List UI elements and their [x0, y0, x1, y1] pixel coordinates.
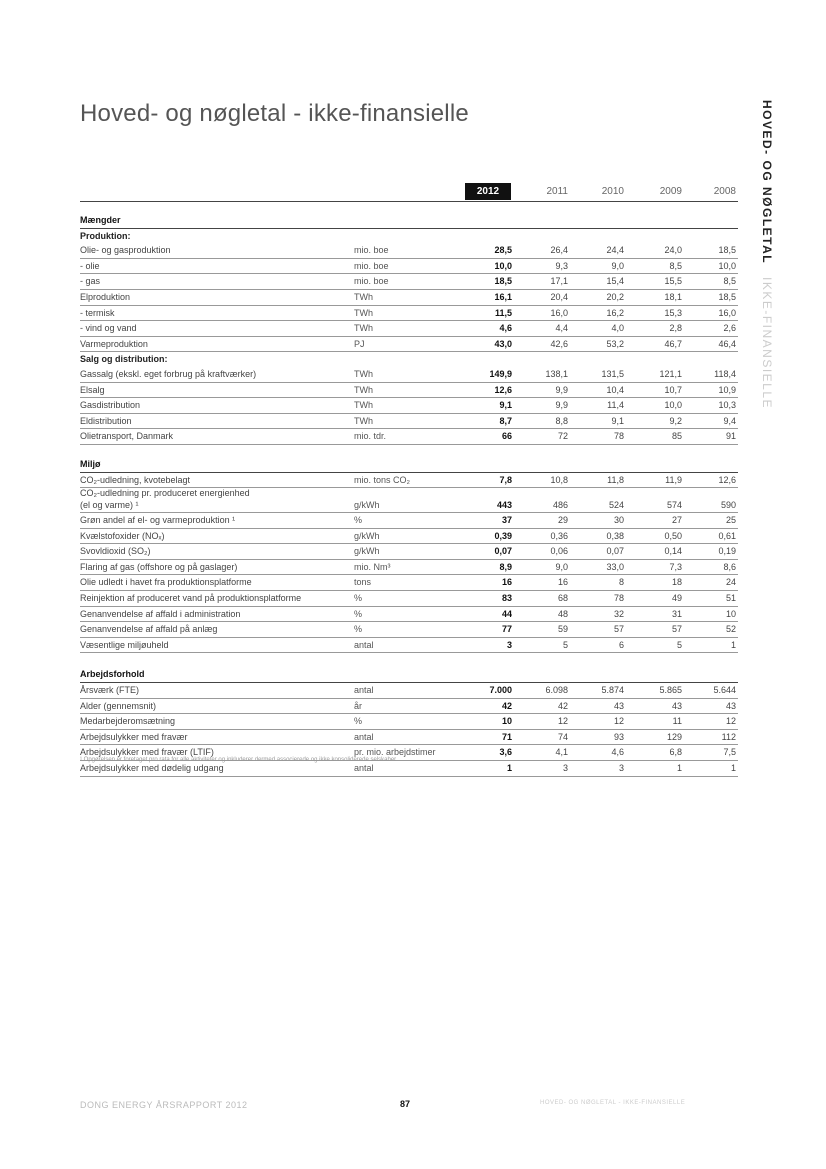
value-2011: 42: [557, 700, 568, 711]
row-label: CO₂-udledning, kvotebelagt: [80, 474, 191, 485]
table-row: [80, 274, 738, 290]
value-2012: 149,9: [489, 368, 512, 379]
value-2009: 18: [671, 577, 682, 588]
value-2009: 5: [676, 639, 682, 650]
table-row: [80, 290, 738, 306]
row-label: Alder (gennemsnit): [80, 700, 157, 711]
value-2009: 2,8: [669, 323, 682, 334]
row-label-line: CO₂-udledning pr. produceret energienhed: [80, 488, 250, 499]
value-2008: 52: [725, 624, 736, 635]
value-2012: 0,07: [494, 546, 512, 557]
row-label: Arbejdsulykker med fravær (LTIF): [80, 747, 214, 758]
row-label: Gasdistribution: [80, 400, 141, 411]
value-2010: 8: [618, 577, 624, 588]
value-2010: 9,1: [611, 415, 624, 426]
row-unit: tons: [354, 577, 372, 588]
value-2011: 486: [552, 499, 568, 510]
row-unit: mio. boe: [354, 260, 389, 271]
value-2011: 26,4: [550, 245, 568, 256]
value-2012: 10,0: [494, 260, 512, 271]
value-2011: 68: [557, 593, 568, 604]
value-2008: 43: [725, 700, 736, 711]
value-2008: 10: [725, 608, 736, 619]
value-2011: 5: [562, 639, 568, 650]
row-label: Arbejdsulykker med dødelig udgang: [80, 763, 224, 773]
year-2009: 2009: [659, 186, 682, 197]
row-label: Kvælstofoxider (NOₓ): [80, 530, 165, 541]
table-row: [80, 638, 738, 654]
row-unit: PJ: [354, 338, 365, 349]
value-2012: 3: [506, 639, 512, 650]
row-label: Reinjektion af produceret vand på produktionsplatforme: [80, 593, 302, 604]
group-produktion: [80, 243, 738, 352]
value-2010: 3: [618, 763, 624, 773]
row-label: - termisk: [80, 307, 115, 318]
value-2009: 10,0: [664, 400, 682, 411]
value-2011: 138,1: [545, 368, 568, 379]
value-2011: 10,8: [550, 474, 568, 485]
value-2012: 16,1: [494, 291, 512, 302]
row-unit: mio. boe: [354, 276, 389, 287]
value-2011: 9,3: [555, 260, 568, 271]
table-row: [80, 337, 738, 353]
value-2008: 12,6: [718, 474, 736, 485]
row-unit: antal: [354, 639, 374, 650]
row-unit: mio. boe: [354, 245, 389, 256]
value-2008: 16,0: [718, 307, 736, 318]
value-2010: 6: [618, 639, 624, 650]
year-2010: 2010: [601, 186, 624, 197]
value-2008: 10,3: [718, 400, 736, 411]
row-unit: pr. mio. arbejdstimer: [354, 747, 436, 758]
value-2010: 9,0: [611, 260, 624, 271]
table-row: [80, 730, 738, 746]
row-unit: TWh: [354, 291, 373, 302]
value-2008: 10,0: [718, 260, 736, 271]
value-2009: 1: [676, 763, 682, 773]
subsection-heading: Produktion:: [80, 230, 131, 241]
table-row: [80, 591, 738, 607]
value-2008: 24: [725, 577, 736, 588]
row-label: - vind og vand: [80, 323, 137, 334]
year-2012: 2012: [465, 183, 511, 200]
row-label: Varmeproduktion: [80, 338, 148, 349]
data-table: [80, 213, 738, 777]
page-title: Hoved- og nøgletal - ikke-finansielle: [80, 100, 469, 127]
value-2010: 524: [608, 499, 624, 510]
value-2012: 11,5: [494, 307, 512, 318]
value-2009: 18,1: [664, 291, 682, 302]
row-label: - olie: [80, 260, 100, 271]
value-2010: 43: [613, 700, 624, 711]
row-unit: TWh: [354, 400, 373, 411]
value-2011: 9,0: [555, 561, 568, 572]
group-miljo: [80, 473, 738, 654]
row-label: Gassalg (ekskl. eget forbrug på kraftværker): [80, 368, 257, 379]
value-2009: 11: [672, 716, 682, 727]
row-label: [80, 488, 250, 511]
value-2009: 5.865: [659, 685, 682, 696]
value-2011: 9,9: [555, 400, 568, 411]
row-unit: %: [354, 608, 363, 619]
row-unit: antal: [354, 731, 374, 742]
table-row: [80, 383, 738, 399]
value-2012: 7.000: [489, 685, 512, 696]
value-2009: 27: [671, 515, 682, 526]
value-2009: 43: [671, 700, 682, 711]
value-2008: 1: [730, 763, 736, 773]
footnote: ¹ Opgørelsen er foretaget pro rata for alle aktiviteter og inkluderer dermed associerede og ikke konsoliderede selskaber: [80, 757, 397, 763]
row-label: Flaring af gas (offshore og på gaslager): [80, 561, 238, 572]
footer-report-name: DONG ENERGY ÅRSRAPPORT 2012: [80, 1100, 248, 1110]
row-label: Olietransport, Danmark: [80, 431, 174, 442]
row-unit: TWh: [354, 368, 373, 379]
value-2011: 0,36: [550, 530, 568, 541]
value-2010: 93: [613, 731, 624, 742]
table-row: [80, 575, 738, 591]
row-unit: %: [354, 593, 363, 604]
value-2010: 10,4: [606, 384, 624, 395]
value-2010: 30: [613, 515, 624, 526]
value-2008: 8,5: [723, 276, 736, 287]
value-2008: 590: [720, 499, 736, 510]
value-2011: 29: [557, 515, 568, 526]
value-2009: 129: [666, 731, 682, 742]
value-2009: 9,2: [669, 415, 682, 426]
value-2009: 8,5: [669, 260, 682, 271]
row-label: Medarbejderomsætning: [80, 716, 176, 727]
year-2011: 2011: [546, 186, 568, 197]
table-row: [80, 529, 738, 545]
footer-section-name: HOVED- OG NØGLETAL - IKKE-FINANSIELLE: [540, 1100, 686, 1106]
table-row: [80, 398, 738, 414]
value-2011: 74: [557, 731, 568, 742]
value-2011: 16: [557, 577, 568, 588]
page-number: 87: [400, 1099, 411, 1109]
value-2008: 10,9: [718, 384, 736, 395]
value-2008: 0,19: [718, 546, 736, 557]
value-2012: 7,8: [499, 474, 512, 485]
table-row: [80, 544, 738, 560]
value-2012: 9,1: [499, 400, 512, 411]
value-2009: 0,14: [664, 546, 682, 557]
value-2011: 8,8: [555, 415, 568, 426]
value-2009: 574: [666, 499, 682, 510]
value-2008: 18,5: [718, 291, 736, 302]
row-unit: år: [354, 700, 363, 711]
table-row: [80, 607, 738, 623]
value-2009: 49: [671, 593, 682, 604]
value-2010: 53,2: [606, 338, 624, 349]
value-2009: 46,7: [664, 338, 682, 349]
value-2012: 12,6: [494, 384, 512, 395]
value-2008: 9,4: [723, 415, 736, 426]
table-row: [80, 488, 738, 513]
value-2011: 16,0: [550, 307, 568, 318]
value-2011: 59: [557, 624, 568, 635]
row-unit: g/kWh: [354, 546, 380, 557]
value-2009: 85: [671, 431, 682, 442]
row-unit: TWh: [354, 415, 373, 426]
value-2009: 15,3: [664, 307, 682, 318]
value-2012: 8,7: [499, 415, 512, 426]
value-2012: 28,5: [494, 245, 512, 256]
table-row: [80, 714, 738, 730]
row-label: - gas: [80, 276, 101, 287]
row-label: Genanvendelse af affald på anlæg: [80, 624, 218, 635]
value-2010: 24,4: [606, 245, 624, 256]
value-2008: 2,6: [723, 323, 736, 334]
value-2010: 12: [613, 716, 624, 727]
value-2011: 4,4: [555, 323, 568, 334]
year-header: [80, 183, 738, 202]
row-label: Elproduktion: [80, 291, 131, 302]
value-2012: 443: [496, 499, 512, 510]
value-2009: 6,8: [669, 747, 682, 758]
value-2012: 43,0: [494, 338, 512, 349]
value-2010: 78: [613, 431, 624, 442]
value-2008: 8,6: [723, 561, 736, 572]
value-2008: 1: [730, 639, 736, 650]
value-2012: 44: [501, 608, 512, 619]
value-2012: 42: [501, 700, 512, 711]
row-unit: g/kWh: [354, 499, 380, 510]
value-2011: 6.098: [545, 685, 568, 696]
row-unit: mio. Nm³: [354, 561, 391, 572]
value-2011: 4,1: [555, 747, 568, 758]
value-2011: 17,1: [550, 276, 568, 287]
value-2009: 11,9: [665, 474, 682, 485]
value-2010: 57: [613, 624, 624, 635]
value-2012: 71: [501, 731, 512, 742]
row-label: Olie udledt i havet fra produktionsplatforme: [80, 577, 252, 588]
table-row: [80, 560, 738, 576]
table-row: [80, 473, 738, 489]
value-2009: 7,3: [669, 561, 682, 572]
table-row: [80, 429, 738, 445]
row-label: Genanvendelse af affald i administration: [80, 608, 241, 619]
value-2011: 12: [557, 716, 568, 727]
value-2012: 0,39: [494, 530, 512, 541]
row-label: Årsværk (FTE): [80, 685, 139, 696]
table-row: [80, 699, 738, 715]
row-unit: antal: [354, 763, 374, 773]
row-label: Arbejdsulykker med fravær: [80, 731, 188, 742]
value-2010: 0,07: [606, 546, 624, 557]
value-2010: 78: [613, 593, 624, 604]
value-2008: 18,5: [718, 245, 736, 256]
row-unit: %: [354, 515, 363, 526]
table-row: [80, 761, 738, 777]
row-unit: g/kWh: [354, 530, 380, 541]
value-2008: 46,4: [718, 338, 736, 349]
row-unit: mio. tons CO₂: [354, 474, 411, 485]
value-2010: 4,6: [611, 747, 624, 758]
table-row: [80, 243, 738, 259]
table-row: [80, 306, 738, 322]
value-2012: 66: [501, 431, 512, 442]
value-2012: 18,5: [494, 276, 512, 287]
table-row: [80, 513, 738, 529]
table-row: [80, 321, 738, 337]
value-2009: 10,7: [664, 384, 682, 395]
value-2011: 48: [557, 608, 568, 619]
table-row: [80, 414, 738, 430]
value-2010: 33,0: [606, 561, 624, 572]
value-2012: 3,6: [499, 747, 512, 758]
side-label-faded: IKKE-FINANSIELLE: [760, 276, 774, 409]
value-2010: 16,2: [606, 307, 624, 318]
value-2008: 25: [725, 515, 736, 526]
row-label: Olie- og gasproduktion: [80, 245, 171, 256]
row-unit: TWh: [354, 384, 373, 395]
value-2008: 112: [721, 731, 736, 742]
value-2012: 8,9: [499, 561, 512, 572]
row-label: Grøn andel af el- og varmeproduktion ¹: [80, 515, 236, 526]
value-2008: 0,61: [718, 530, 736, 541]
value-2010: 20,2: [606, 291, 624, 302]
table-row: [80, 683, 738, 699]
value-2009: 121,1: [659, 368, 682, 379]
value-2011: 0,06: [550, 546, 568, 557]
year-2008: 2008: [713, 186, 736, 197]
value-2011: 3: [562, 763, 568, 773]
value-2010: 0,38: [606, 530, 624, 541]
value-2012: 77: [501, 624, 512, 635]
row-label: Eldistribution: [80, 415, 132, 426]
value-2009: 24,0: [664, 245, 682, 256]
table-row: [80, 367, 738, 383]
row-unit: %: [354, 716, 363, 727]
value-2008: 51: [725, 593, 736, 604]
value-2009: 31: [671, 608, 682, 619]
value-2012: 10: [501, 716, 512, 727]
value-2008: 12: [725, 716, 736, 727]
row-unit: TWh: [354, 323, 373, 334]
row-unit: antal: [354, 685, 374, 696]
section-heading: Miljø: [80, 457, 738, 473]
value-2012: 16: [501, 577, 512, 588]
value-2010: 5.874: [601, 685, 624, 696]
value-2010: 131,5: [601, 368, 624, 379]
row-unit: mio. tdr.: [354, 431, 387, 442]
row-unit: TWh: [354, 307, 373, 318]
side-section-label: [760, 100, 774, 409]
value-2008: 118,4: [714, 368, 736, 379]
table-row: [80, 622, 738, 638]
value-2011: 42,6: [550, 338, 568, 349]
section-heading: Mængder: [80, 213, 738, 229]
side-label: HOVED- OG NØGLETAL: [760, 100, 774, 265]
value-2012: 83: [501, 593, 512, 604]
row-label-line: (el og varme) ¹: [80, 499, 139, 510]
value-2010: 15,4: [606, 276, 624, 287]
row-unit: %: [354, 624, 363, 635]
value-2012: 4,6: [499, 323, 512, 334]
value-2008: 91: [725, 431, 736, 442]
section-heading: Arbejdsforhold: [80, 667, 738, 683]
table-row: [80, 259, 738, 275]
value-2010: 32: [613, 608, 624, 619]
group-salg: [80, 367, 738, 445]
value-2008: 7,5: [723, 747, 736, 758]
row-label: Væsentlige miljøuheld: [80, 639, 169, 650]
row-label: Elsalg: [80, 384, 105, 395]
value-2009: 0,50: [664, 530, 682, 541]
value-2010: 11,4: [607, 400, 624, 411]
subsection-heading: Salg og distribution:: [80, 354, 168, 365]
value-2009: 57: [671, 624, 682, 635]
value-2011: 72: [557, 431, 568, 442]
value-2012: 1: [506, 763, 512, 773]
value-2008: 5.644: [713, 685, 736, 696]
value-2009: 15,5: [664, 276, 682, 287]
row-label: Svovldioxid (SO₂): [80, 546, 151, 557]
value-2010: 11,8: [607, 474, 624, 485]
value-2011: 9,9: [555, 384, 568, 395]
value-2012: 37: [501, 515, 512, 526]
value-2011: 20,4: [550, 291, 568, 302]
value-2010: 4,0: [611, 323, 624, 334]
